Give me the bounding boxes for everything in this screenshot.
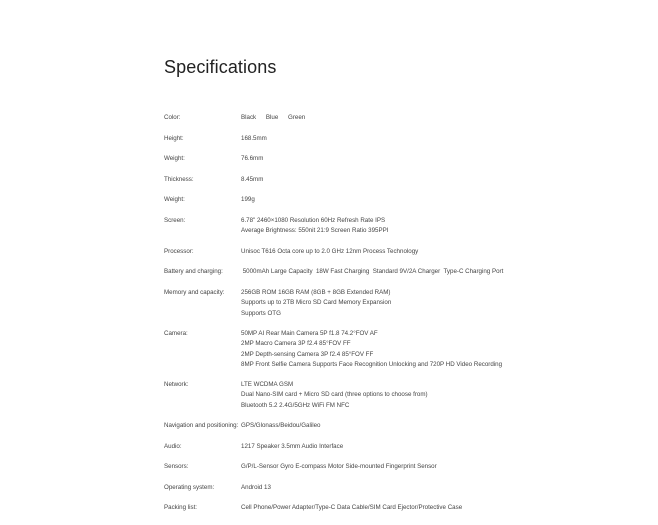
spec-line: Dual Nano-SIM card + Micro SD card (three options to choose from) bbox=[241, 391, 428, 399]
spec-label: Packing list: bbox=[164, 504, 198, 511]
spec-value bbox=[241, 462, 437, 472]
spec-line: Android 13 bbox=[241, 484, 271, 491]
spec-line: G/P/L-Sensor Gyro E-compass Motor Side-mounted Fingerprint Sensor bbox=[241, 463, 437, 470]
spec-value bbox=[241, 247, 418, 257]
color-option-green[interactable]: Green bbox=[288, 114, 306, 121]
spec-label: Memory and capacity: bbox=[164, 289, 225, 296]
spec-row-audio bbox=[164, 442, 343, 452]
spec-line: 2MP Macro Camera 3P f2.4 85°FOV FF bbox=[241, 340, 351, 348]
spec-label: Battery and charging: bbox=[164, 268, 223, 275]
spec-row-memory bbox=[164, 288, 391, 319]
spec-label: Height: bbox=[164, 135, 184, 142]
spec-line: 2MP Depth-sensing Camera 3P f2.4 85°FOV FF bbox=[241, 350, 374, 358]
spec-line: 50MP AI Rear Main Camera 5P f1.8 74.2°FOV AF bbox=[241, 330, 378, 337]
spec-line: 5000mAh Large Capacity 18W Fast Charging Standard 9V/2A Charger Type-C Charging Port bbox=[241, 268, 504, 275]
spec-value bbox=[241, 154, 263, 164]
spec-label: Weight: bbox=[164, 196, 185, 203]
spec-line: 76.6mm bbox=[241, 155, 264, 162]
spec-row-sensors bbox=[164, 462, 437, 472]
color-option-black[interactable]: Black bbox=[241, 114, 257, 121]
spec-row-weight bbox=[164, 154, 263, 164]
spec-line: Supports up to 2TB Micro SD Card Memory Expansion bbox=[241, 299, 392, 307]
spec-row-camera bbox=[164, 329, 502, 371]
spec-row-packing-list bbox=[164, 503, 462, 513]
spec-row-network bbox=[164, 380, 428, 411]
color-option-blue[interactable]: Blue bbox=[265, 114, 279, 121]
spec-line: 6.78" 2460×1080 Resolution 60Hz Refresh Rate IPS bbox=[241, 217, 386, 224]
spec-line: Cell Phone/Power Adapter/Type-C Data Cable/SIM Card Ejector/Protective Case bbox=[241, 504, 463, 511]
spec-row-thickness bbox=[164, 175, 263, 185]
spec-label: Camera: bbox=[164, 330, 188, 337]
spec-line: 1217 Speaker 3.5mm Audio Interface bbox=[241, 443, 344, 450]
spec-line: Supports OTG bbox=[241, 309, 281, 317]
spec-row-screen bbox=[164, 216, 388, 237]
spec-value bbox=[241, 175, 263, 185]
spec-value bbox=[241, 329, 502, 371]
spec-label: Weight: bbox=[164, 155, 185, 162]
spec-label: Network: bbox=[164, 381, 189, 388]
spec-row-processor bbox=[164, 247, 418, 257]
spec-row-color bbox=[164, 113, 313, 123]
spec-value bbox=[241, 195, 255, 205]
page-title: Specifications bbox=[164, 57, 277, 77]
spec-line: GPS/Glonass/Beidou/Galileo bbox=[241, 422, 321, 429]
spec-value bbox=[241, 503, 462, 513]
spec-value bbox=[241, 483, 271, 493]
spec-value bbox=[241, 442, 343, 452]
spec-line: LTE WCDMA GSM bbox=[241, 381, 294, 388]
spec-label: Sensors: bbox=[164, 463, 189, 470]
spec-value bbox=[241, 134, 267, 144]
spec-label: Audio: bbox=[164, 443, 182, 450]
spec-line: 256GB ROM 16GB RAM (8GB + 8GB Extended RAM) bbox=[241, 289, 391, 296]
spec-value bbox=[241, 216, 388, 237]
spec-line: Bluetooth 5.2 2.4G/5GHz WiFi FM NFC bbox=[241, 401, 350, 409]
spec-label: Color: bbox=[164, 114, 181, 121]
spec-row-battery bbox=[164, 267, 503, 277]
spec-value bbox=[241, 113, 313, 123]
spec-line: 168.5mm bbox=[241, 135, 267, 142]
spec-line: Average Brightness: 550nit 21:9 Screen Ratio 395PPI bbox=[241, 227, 389, 235]
spec-row-weight-grams bbox=[164, 195, 255, 205]
spec-label: Screen: bbox=[164, 217, 186, 224]
spec-row-os bbox=[164, 483, 271, 493]
spec-value bbox=[241, 267, 503, 277]
spec-label: Operating system: bbox=[164, 484, 215, 491]
spec-line: 8MP Front Selfie Camera Supports Face Recognition Unlocking and 720P HD Video Recording bbox=[241, 361, 503, 369]
spec-label: Thickness: bbox=[164, 176, 194, 183]
spec-line: 8.45mm bbox=[241, 176, 264, 183]
spec-line: Unisoc T616 Octa core up to 2.0 GHz 12nm Process Technology bbox=[241, 248, 419, 255]
spec-row-height bbox=[164, 134, 267, 144]
spec-value bbox=[241, 380, 428, 411]
spec-value bbox=[241, 421, 320, 431]
spec-label: Processor: bbox=[164, 248, 194, 255]
spec-line: 199g bbox=[241, 196, 255, 203]
spec-label: Navigation and positioning: bbox=[164, 422, 239, 429]
spec-row-navigation bbox=[164, 421, 320, 431]
spec-value bbox=[241, 288, 391, 319]
